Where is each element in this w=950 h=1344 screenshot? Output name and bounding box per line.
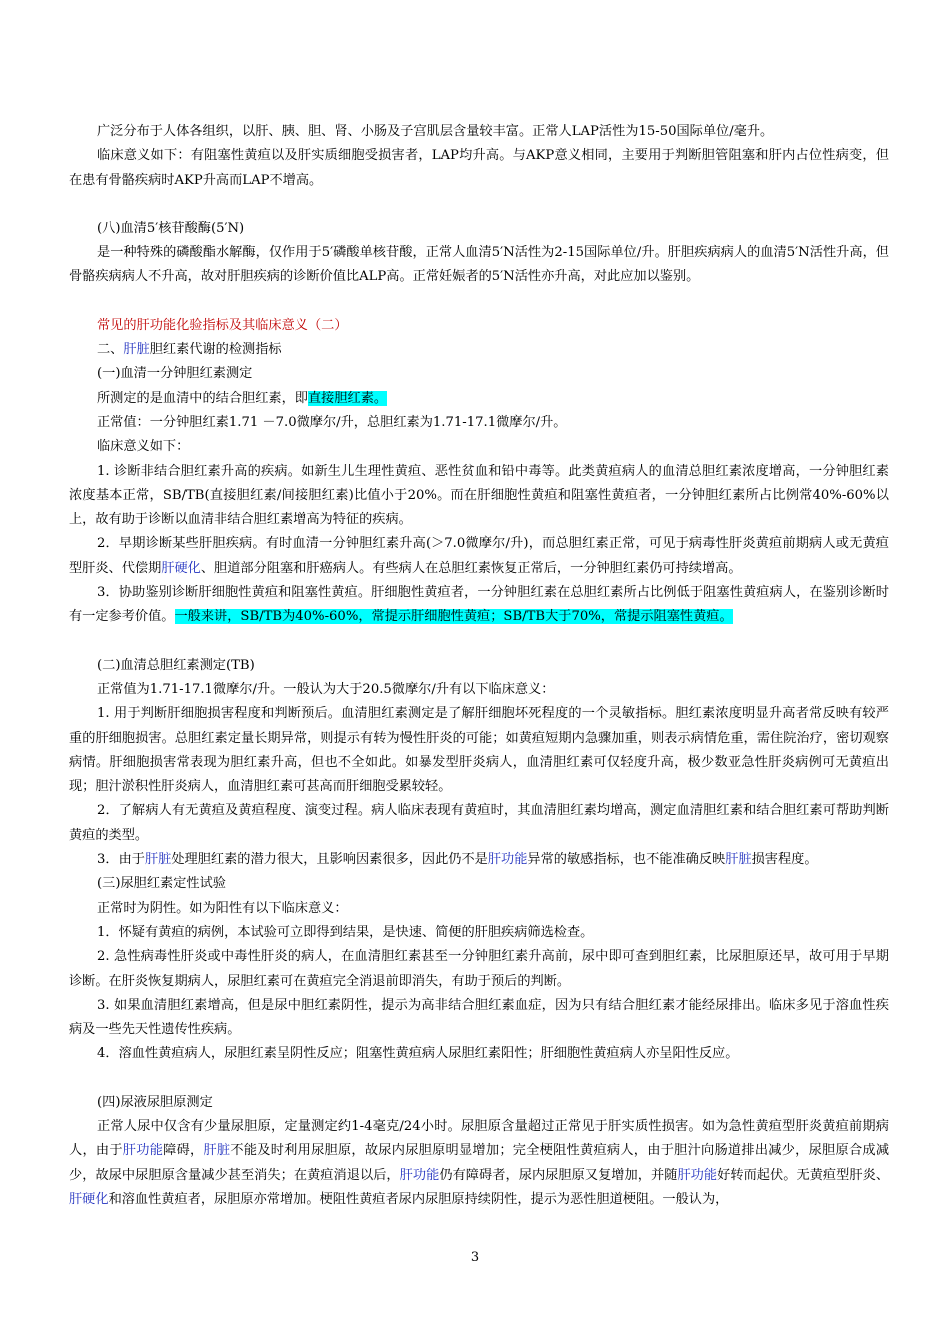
sub-1-item-2-text-a: 2．早期诊断某些肝胆疾病。有时血清一分钟胆红素升高(＞7.0微摩尔/升)，而总胆红素正常，可见于病毒性肝炎黄疸前期病人或无黄疸型肝炎、代偿期	[69, 536, 889, 576]
sub-3-normal: 正常时为阴性。如为阳性有以下临床意义：	[97, 900, 348, 916]
part-2-suffix: 胆红素代谢的检测指标	[149, 342, 282, 358]
sub-3-item-1: 1．怀疑有黄疸的病例，本试验可立即得到结果，是快速、简便的肝胆疾病筛选检查。	[97, 924, 594, 940]
cirrhosis-link[interactable]: 肝硬化	[161, 560, 201, 576]
liver-link[interactable]: 肝脏	[203, 1143, 231, 1159]
page-content	[69, 120, 889, 1212]
sub-4-paragraph	[69, 1115, 889, 1212]
sub-4-text-b: 障碍，	[163, 1143, 204, 1159]
direct-bilirubin-highlight: 直接胆红素。	[308, 390, 388, 406]
section-8-heading: (八)血清5′核苷酸酶(5′N)	[97, 220, 245, 236]
sub-1-item-3	[69, 581, 889, 630]
sub-3-item-4: 4．溶血性黄疸病人，尿胆红素呈阴性反应；阻塞性黄疸病人尿胆红素阳性；肝细胞性黄疸病人亦呈阳性反应。	[97, 1046, 739, 1062]
sub-2-heading: (二)血清总胆红素测定(TB)	[97, 657, 255, 673]
liver-function-link[interactable]: 肝功能	[487, 852, 528, 868]
sub-3-heading: (三)尿胆红素定性试验	[97, 876, 226, 892]
sub-2-item-3-text-c: 异常的敏感指标，也不能准确反映	[527, 852, 726, 868]
sub-4-text-e: 好转而起伏。无黄疸型肝炎、	[717, 1167, 890, 1183]
sub-1-heading: (一)血清一分钟胆红素测定	[97, 366, 253, 382]
lap-paragraph-1: 广泛分布于人体各组织，以肝、胰、胆、肾、小肠及子宫肌层含量较丰富。正常人LAP活性为15-50国际单位/毫升。	[97, 124, 774, 139]
part-2-heading	[69, 338, 889, 362]
part-2-prefix: 二、	[97, 342, 124, 358]
sub-4-heading: (四)尿液尿胆原测定	[97, 1094, 213, 1110]
spacer	[69, 630, 889, 654]
sub-1-normal-value: 正常值：一分钟胆红素1.71 －7.0微摩尔/升，总胆红素为1.71-17.1微摩尔/升。	[97, 414, 567, 430]
sub-1-clinical-label: 临床意义如下：	[97, 439, 190, 455]
liver-function-link[interactable]: 肝功能	[677, 1167, 718, 1183]
sub-4-text-f: 和溶血性黄疸者，尿胆原亦常增加。梗阻性黄疸者尿内尿胆原持续阴性，提示为恶性胆道梗阻。一般认为，	[108, 1191, 729, 1207]
liver-link[interactable]: 肝脏	[123, 342, 150, 358]
sub-1-item-3-text: 3．协助鉴别诊断肝细胞性黄疸和阻塞性黄疸。肝细胞性黄疸者，一分钟胆红素在总胆红素所占比例低于阻塞性黄疸病人，在鉴别诊断时有一定参考价值。	[69, 585, 889, 625]
sub-2-item-2: 2．了解病人有无黄疸及黄疸程度、演变过程。病人临床表现有黄疸时，其血清胆红素均增高，测定血清胆红素和结合胆红素可帮助判断黄疸的类型。	[69, 803, 889, 843]
sub-1-measured	[69, 387, 889, 411]
sub-2-normal-value: 正常值为1.71-17.1微摩尔/升。一般认为大于20.5微摩尔/升有以下临床意义：	[97, 681, 555, 697]
sub-2-item-1: 1. 用于判断肝细胞损害程度和判断预后。血清胆红素测定是了解肝细胞坏死程度的一个灵敏指标。胆红素浓度明显升高者常反映有较严重的肝细胞损害。总胆红素定量长期异常，则提示有转为慢性肝炎的可能；如黄疸短期内急骤加重，则表示病情危重，需住院治疗，密切观察病情。肝细胞损害常表现为胆红素升高，但也不全如此。如暴发型肝炎病人，血清胆红素可仅轻度升高，极少数亚急性肝炎病例可无黄疸出现；胆汁淤积性肝炎病人，血清胆红素可甚高而肝细胞受累较轻。	[69, 706, 889, 795]
sub-4-text-c: 不能及时利用尿胆原，故尿内尿胆原明显增加；完全梗阻性黄疸病人，由于胆汁向肠道排出减少，尿胆原合成减少，故尿中尿胆原含量减少甚至消失；在黄疸消退以后，	[69, 1143, 890, 1183]
sub-1-item-2-text-b: 、胆道部分阻塞和肝癌病人。有些病人在总胆红素恢复正常后，一分钟胆红素仍可持续增高。	[200, 560, 742, 576]
document-section-title: 常见的肝功能化验指标及其临床意义（二）	[97, 317, 348, 333]
sub-1-item-2	[69, 532, 889, 581]
sub-2-item-3-text-d: 损害程度。	[751, 852, 818, 868]
spacer	[69, 290, 889, 314]
lap-paragraph-2: 临床意义如下：有阻塞性黄疸以及肝实质细胞受损害者，LAP均升高。与AKP意义相同，主要用于判断胆管阻塞和肝内占位性病变，但在患有骨骼疾病时AKP升高而LAP不增高。	[69, 148, 889, 188]
cirrhosis-link[interactable]: 肝硬化	[69, 1191, 109, 1207]
sub-3-item-3: 3. 如果血清胆红素增高，但是尿中胆红素阴性，提示为高非结合胆红素血症，因为只有结合胆红素才能经尿排出。临床多见于溶血性疾病及一些先天性遗传性疾病。	[69, 997, 889, 1038]
page-number: 3	[470, 1250, 480, 1265]
section-8-paragraph: 是一种特殊的磷酸酯水解酶，仅作用于5′磷酸单核苷酸，正常人血清5′N活性为2-15国际单位/升。肝胆疾病病人的血清5′N活性升高，但骨骼疾病病人不升高，故对肝胆疾病的诊断价值比ALP高。正常妊娠者的5′N活性亦升高，对此应加以鉴别。	[69, 245, 889, 285]
sub-4-text-d: 仍有障碍者，尿内尿胆原又复增加，并随	[439, 1167, 678, 1183]
sb-tb-ratio-highlight: 一般来讲，SB/TB为40%-60%，常提示肝细胞性黄疸；SB/TB大于70%，常提示阻塞性黄疸。	[174, 609, 733, 625]
liver-function-link[interactable]: 肝功能	[399, 1167, 440, 1183]
sub-3-item-2: 2. 急性病毒性肝炎或中毒性肝炎的病人，在血清胆红素甚至一分钟胆红素升高前，尿中即可查到胆红素，比尿胆原还早，故可用于早期诊断。在肝炎恢复期病人，尿胆红素可在黄疸完全消退前即消失，有助于预后的判断。	[69, 949, 889, 989]
liver-function-link[interactable]: 肝功能	[122, 1143, 164, 1159]
sub-2-item-3-text-b: 处理胆红素的潜力很大，且影响因素很多，因此仍不是	[171, 852, 488, 868]
liver-link[interactable]: 肝脏	[725, 852, 752, 868]
spacer	[69, 193, 889, 217]
spacer	[69, 1067, 889, 1091]
sub-2-item-3-text-a: 3．由于	[97, 852, 145, 868]
sub-2-item-3	[69, 848, 889, 872]
sub-4-text-a: 正常人尿中仅含有少量尿胆原，定量测定约1-4毫克/24小时。尿胆原含量超过正常见于肝实质性损害。如为急性黄疸型肝炎黄疸前期病人，由于	[69, 1118, 889, 1159]
sub-1-measured-text: 所测定的是血清中的结合胆红素，即	[97, 390, 308, 406]
liver-link[interactable]: 肝脏	[144, 852, 172, 868]
sub-1-item-1: 1. 诊断非结合胆红素升高的疾病。如新生儿生理性黄疸、恶性贫血和铅中毒等。此类黄疸病人的血清总胆红素浓度增高，一分钟胆红素浓度基本正常，SB/TB(直接胆红素/间接胆红素)比值小于20%。而在肝细胞性黄疸和阻塞性黄疸者，一分钟胆红素所占比例常40%-60%以上，故有助于诊断以血清非结合胆红素增高为特征的疾病。	[69, 463, 889, 528]
